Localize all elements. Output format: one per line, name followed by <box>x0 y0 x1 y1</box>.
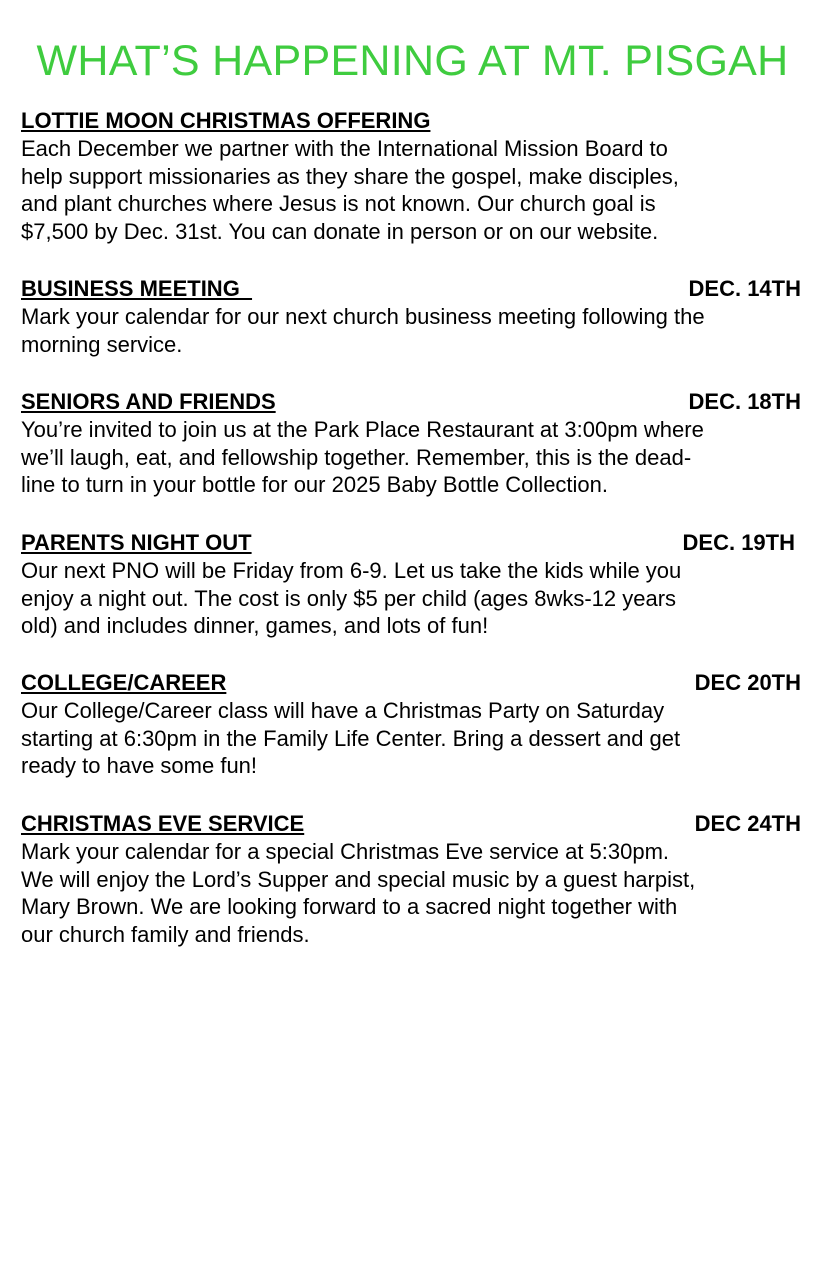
body-line: Our College/Career class will have a Christmas Party on Saturday <box>21 698 665 723</box>
section-header <box>21 529 803 557</box>
section-lottie-moon <box>21 107 803 245</box>
body-line: Each December we partner with the International Mission Board to <box>21 136 668 161</box>
section-business-meeting <box>21 275 803 358</box>
section-heading: COLLEGE/CAREER <box>21 670 227 695</box>
section-header <box>21 810 803 838</box>
section-date: DEC. 18TH <box>688 389 801 414</box>
section-header <box>21 275 803 303</box>
section-body <box>21 838 803 948</box>
section-date: DEC 24TH <box>694 811 801 836</box>
body-line: we’ll laugh, eat, and fellowship together. Remember, this is the dead- <box>21 444 692 470</box>
body-line: line to turn in your bottle for our 2025 Baby Bottle Collection. <box>21 472 609 497</box>
section-date: DEC. 14TH <box>688 276 801 301</box>
body-line: We will enjoy the Lord’s Supper and special music by a guest harpist, <box>21 866 696 892</box>
section-header <box>21 669 803 697</box>
section-heading: PARENTS NIGHT OUT <box>21 530 252 555</box>
body-line: help support missionaries as they share the gospel, make disciples, <box>21 163 679 189</box>
section-heading: SENIORS AND FRIENDS <box>21 389 276 414</box>
page-title: WHAT’S HAPPENING AT MT. PISGAH <box>36 37 789 85</box>
body-line: Mark your calendar for a special Christmas Eve service at 5:30pm. <box>21 839 670 864</box>
body-line: old) and includes dinner, games, and lots of fun! <box>21 613 489 638</box>
section-body <box>21 557 803 640</box>
section-heading: CHRISTMAS EVE SERVICE <box>21 811 305 836</box>
body-line: You’re invited to join us at the Park Place Restaurant at 3:00pm where <box>21 417 704 442</box>
section-college-career <box>21 669 803 780</box>
body-line: ready to have some fun! <box>21 753 258 778</box>
section-heading: BUSINESS MEETING <box>21 276 253 301</box>
section-body <box>21 303 803 358</box>
body-line: Mark your calendar for our next church business meeting following the <box>21 304 705 329</box>
body-line: starting at 6:30pm in the Family Life Center. Bring a dessert and get <box>21 725 681 751</box>
section-heading: LOTTIE MOON CHRISTMAS OFFERING <box>21 108 431 133</box>
section-body <box>21 697 803 780</box>
body-line: morning service. <box>21 331 183 357</box>
body-line: enjoy a night out. The cost is only $5 per child (ages 8wks-12 years <box>21 585 677 611</box>
section-christmas-eve-service <box>21 810 803 948</box>
section-date: DEC. 19TH <box>682 530 795 555</box>
body-line: our church family and friends. <box>21 921 310 947</box>
section-body <box>21 135 803 245</box>
section-header <box>21 388 803 416</box>
body-line: Mary Brown. We are looking forward to a sacred night together with <box>21 894 678 919</box>
section-parents-night-out <box>21 529 803 640</box>
body-line: $7,500 by Dec. 31st. You can donate in person or on our website. <box>21 218 659 244</box>
section-date: DEC 20TH <box>694 670 801 695</box>
body-line: Our next PNO will be Friday from 6-9. Let us take the kids while you <box>21 558 682 583</box>
body-line: and plant churches where Jesus is not known. Our church goal is <box>21 191 656 216</box>
section-header <box>21 107 803 135</box>
section-seniors-and-friends <box>21 388 803 499</box>
section-body <box>21 416 803 499</box>
